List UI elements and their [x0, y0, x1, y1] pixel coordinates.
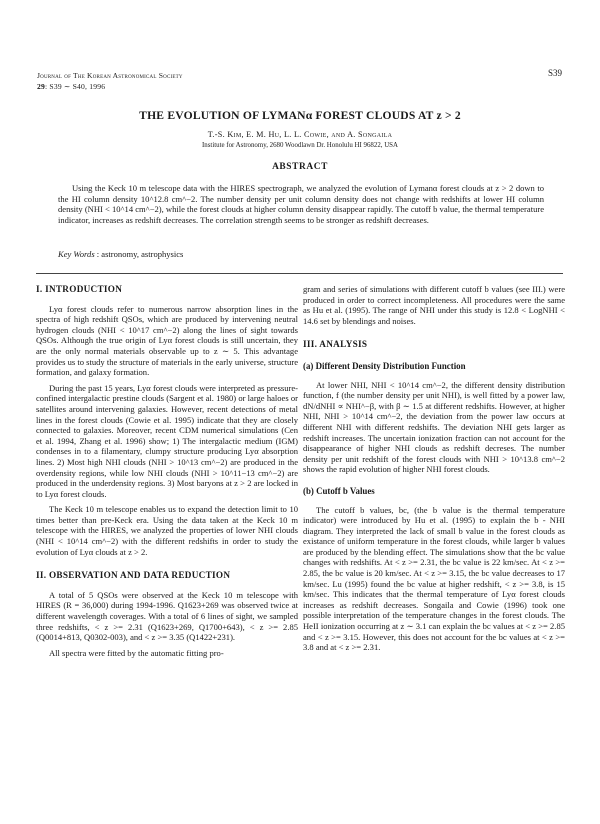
abstract-heading: ABSTRACT: [272, 162, 328, 172]
intro-paragraph-2: During the past 15 years, Lyα forest clouds were interpreted as pressure-confined intergalactic prestine clouds (Sargent et al. 1980) or large haloes or satellites around intervening galaxies. However, recent detections of metal lines in the forest clouds (Cowie et al. 1995) indicate that they are closely connected to galaxies. Moreover, recent CDM numerical simulations (Cen et al. 1994, Zhang et al. 1996) show; 1) The intergalactic medium (IGM) condenses in to a filamentary, clumpy structure producing Lyα absorption lines. 2) Most high NHI clouds (NHI > 10^13 cm^−2) are produced in the overdensity regions, while low NHI clouds (NHI > 10^11−13 cm^−2) are produced in the underdensity regions. 3) Most baryons at z > 2 are locked in to Lyα forest clouds.: [36, 382, 298, 499]
section-divider: [36, 273, 563, 274]
paper-title: THE EVOLUTION OF LYMANα FOREST CLOUDS AT z > 2: [139, 109, 461, 122]
author-list: T.-S. Kim, E. M. Hu, L. L. Cowie, and A. Songaila: [207, 130, 393, 139]
intro-paragraph-1: Lyα forest clouds refer to numerous narrow absorption lines in the spectra of high redshift QSOs, which are produced by intervening neutral hydrogen clouds (NHI < 10^17 cm^−2) along the lines of sight towards QSOs. Although the true origin of Lyα forest clouds is still uncertain, they are the only normal materials observable up to z ∼ 5. This advantage provides us to study the structure of materials in the early universe, structure formation, and galaxy formation.: [36, 303, 298, 378]
right-column: [303, 284, 565, 653]
abstract-text: Using the Keck 10 m telescope data with the HIRES spectrograph, we analyzed the evolution of Lymanα forest clouds at z > 2 down to the HI column density 10^12.8 cm^−2. The number density per unit column density does not change with redshifts at lower HI column density (NHI < 10^14 cm^−2), while the forest clouds at higher column density disappear rapidly. The cutoff b value, the thermal temperature indicator, increases as redshift decreases. The correlation strength seems to be stronger as redshift decreases.: [58, 183, 544, 225]
observation-paragraph-2: All spectra were fitted by the automatic fitting pro-: [49, 647, 224, 658]
subsection-b-text: The cutoff b values, bc, (the b value is the thermal temperature indicator) were introduced by Hu et al. (1995) to explain the b - NHI diagram. They interpreted the lack of small b value in the forest clouds as existance of uniform temperature in the forest clouds, while larger b values are produced by the blending effect. The simulations show that the bc value changes with redshifts. At < z >= 2.31, the bc value is 22 km/sec. At < z >= 2.85, the bc value is 20 km/sec. At < z >= 3.15, the bc value decreases to 17 km/sec. Lu (1995) found the bc value at higher redshift, < z >= 3.8, is 15 km/sec. This indicates that the thermal temperature of Lyα forest clouds increases as redshift decreases. Songaila and Cowie (1996) took one possible interpretation of the temperature changes in the forest clouds. The HeII ionization occurring at z ∼ 3.1 can explain the bc values at < z >= 2.85 and < z >= 3.15. However, this does not account for the bc values at < z >= 3.8 and at < z >= 2.31.: [303, 504, 565, 653]
observation-paragraph-1: A total of 5 QSOs were observed at the Keck 10 m telescope with HIRES (R = 36,000) during 1994-1996. Q1623+269 was observed twice at different wavelength coverages. With a total of 6 lines of sight, we sampled three redshifts, < z >= 2.31 (Q1623+269, Q1700+643), < z >= 2.85 (Q0014+813, Q0302-003), and < z >= 3.35 (Q1422+231).: [36, 589, 298, 643]
intro-paragraph-3: The Keck 10 m telescope enables us to expand the detection limit to 10 times better than pre-Keck era. Using the data taken at the Keck 10 m telescope with the HIRES, we analyzed the properties of lower NHI clouds (NHI < 10^14 cm^−2) with the different redshifts in order to study the evolution of Lyα clouds at z > 2.: [36, 504, 298, 557]
subsection-b-heading: (b) Cutoff b Values: [303, 485, 375, 496]
subsection-a-heading: (a) Different Density Distribution Function: [303, 360, 466, 371]
analysis-heading: III. ANALYSIS: [303, 339, 368, 350]
observation-heading: II. OBSERVATION AND DATA REDUCTION: [36, 570, 231, 581]
left-column: [36, 284, 298, 658]
volume-number: 29: [37, 82, 45, 91]
observation-paragraph-2-continued: gram and series of simulations with different cutoff b values (see III.) were produced in order to correct incompleteness. All procedures were the same as Hu et al. (1995). The range of NHI under this study is 12.8 < LogNHI < 14.6 set by blendings and noises.: [303, 284, 565, 326]
subsection-a-text: At lower NHI, NHI < 10^14 cm^−2, the different density distribution function, f (the number density per unit NHI), is well fitted by a power law, dN/dNHI ∝ NHI^−β, with β ∼ 1.5 at different redshifts. However, at higher NHI, NHI > 10^14 cm^−2, the deviation from the power law occurs at different NHI with different redshifts. The deviation NHI gets larger as redshift increases. The uncertain ionization fraction can not account for the disappearance of higher NHI clouds as redshift decreses. The number density per unit redshift of the forest clouds with NHI > 10^13.8 cm^−2 shows the rapid evolution of higher NHI forest clouds.: [303, 379, 565, 475]
journal-name: Journal of The Korean Astronomical Society: [37, 71, 183, 80]
page-range: : S39 ∼ S40, 1996: [45, 82, 106, 91]
keywords-label: Key Words: [58, 249, 95, 259]
journal-volume-line: [37, 81, 183, 92]
journal-header: [37, 70, 183, 92]
abstract-body: [58, 183, 544, 225]
affiliation: Institute for Astronomy, 2680 Woodlawn Dr. Honolulu HI 96822, USA: [201, 142, 398, 149]
page-number: S39: [547, 68, 562, 78]
keywords-text: : astronomy, astrophysics: [96, 249, 184, 259]
intro-heading: I. INTRODUCTION: [36, 284, 123, 294]
keywords: [58, 249, 544, 259]
